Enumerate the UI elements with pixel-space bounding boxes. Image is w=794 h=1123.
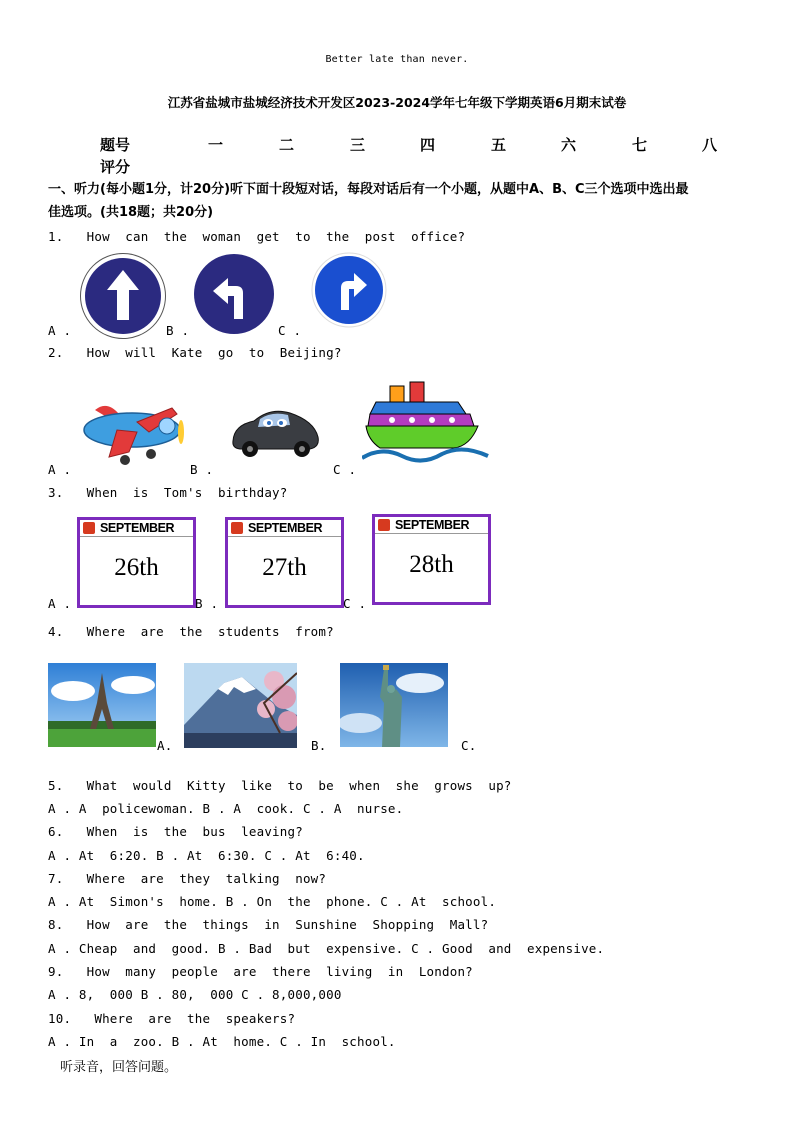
q5-options: A . A policewoman. B . A cook. C . A nurse.	[48, 801, 404, 816]
turn-left-sign-icon	[193, 253, 275, 335]
calendar-day: 27th	[262, 554, 307, 581]
section1-heading-line1: 一、听力(每小题1分，计20分)听下面十段短对话，每段对话后有一个小题，从题中A、B、C三个选项中选出最	[48, 182, 689, 197]
q8-options: A . Cheap and good. B . Bad but expensive. C . Good and expensive.	[48, 941, 605, 956]
car-icon	[228, 403, 323, 458]
calendar-month: SEPTEMBER	[395, 518, 470, 532]
score-table-row1-label: 题号	[100, 136, 131, 154]
q2-option-b: B .	[190, 462, 214, 477]
question-2: 2. How will Kate go to Beijing?	[48, 345, 342, 360]
q3-option-a: A .	[48, 596, 72, 611]
question-1: 1. How can the woman get to the post office?	[48, 229, 466, 244]
score-col-2: 二	[279, 136, 295, 154]
score-col-7: 七	[632, 136, 648, 154]
q2-option-a: A .	[48, 462, 72, 477]
score-col-6: 六	[561, 136, 577, 154]
score-col-4: 四	[420, 136, 436, 154]
question-8: 8. How are the things in Sunshine Shopping Mall?	[48, 917, 489, 932]
q10-options: A . In a zoo. B . At home. C . In school.	[48, 1034, 396, 1049]
turn-right-sign-icon	[311, 252, 387, 328]
question-5: 5. What would Kitty like to be when she grows up?	[48, 778, 512, 793]
q6-options: A . At 6:20. B . At 6:30. C . At 6:40.	[48, 848, 365, 863]
calendar-icon	[83, 522, 95, 534]
q1-option-a: A .	[48, 323, 72, 338]
airplane-icon	[77, 392, 187, 470]
calendar-day: 26th	[114, 554, 159, 581]
q4-option-b: B.	[311, 738, 327, 753]
question-7: 7. Where are they talking now?	[48, 871, 327, 886]
straight-arrow-sign-icon	[80, 253, 166, 339]
calendar-card-a	[77, 517, 196, 608]
q1-option-c: C .	[278, 323, 302, 338]
calendar-icon	[378, 519, 390, 531]
q1-option-b: B .	[166, 323, 190, 338]
score-col-1: 一	[208, 136, 224, 154]
calendar-day: 28th	[409, 551, 454, 578]
calendar-icon	[231, 522, 243, 534]
ship-icon	[362, 380, 490, 466]
score-col-5: 五	[491, 136, 507, 154]
score-table-row2-label: 评分	[100, 158, 131, 176]
score-col-3: 三	[350, 136, 366, 154]
q2-option-c: C .	[333, 462, 357, 477]
q3-option-b: B .	[195, 596, 219, 611]
question-6: 6. When is the bus leaving?	[48, 824, 303, 839]
page-header: Better late than never.	[325, 54, 469, 65]
calendar-card-b	[225, 517, 344, 608]
calendar-month: SEPTEMBER	[248, 521, 323, 535]
q4-option-c: C.	[461, 738, 477, 753]
q3-option-c: C .	[343, 596, 367, 611]
listen-prompt: 听录音，回答问题。	[60, 1060, 178, 1075]
q9-options: A . 8, 000 B . 80, 000 C . 8,000,000	[48, 987, 342, 1002]
question-3: 3. When is Tom's birthday?	[48, 485, 288, 500]
score-col-8: 八	[702, 136, 718, 154]
calendar-month: SEPTEMBER	[100, 521, 175, 535]
q7-options: A . At Simon's home. B . On the phone. C . At school.	[48, 894, 497, 909]
eiffel-tower-photo	[48, 663, 156, 747]
q4-option-a: A.	[157, 738, 173, 753]
section1-heading-line2: 佳选项。(共18题；共20分)	[48, 205, 214, 220]
question-4: 4. Where are the students from?	[48, 624, 334, 639]
calendar-card-c	[372, 514, 491, 605]
exam-title: 江苏省盐城市盐城经济技术开发区2023-2024学年七年级下学期英语6月期末试卷	[167, 95, 627, 110]
statue-of-liberty-photo	[340, 663, 448, 747]
question-9: 9. How many people are there living in London?	[48, 964, 473, 979]
mount-fuji-photo	[184, 663, 297, 748]
question-10: 10. Where are the speakers?	[48, 1011, 296, 1026]
